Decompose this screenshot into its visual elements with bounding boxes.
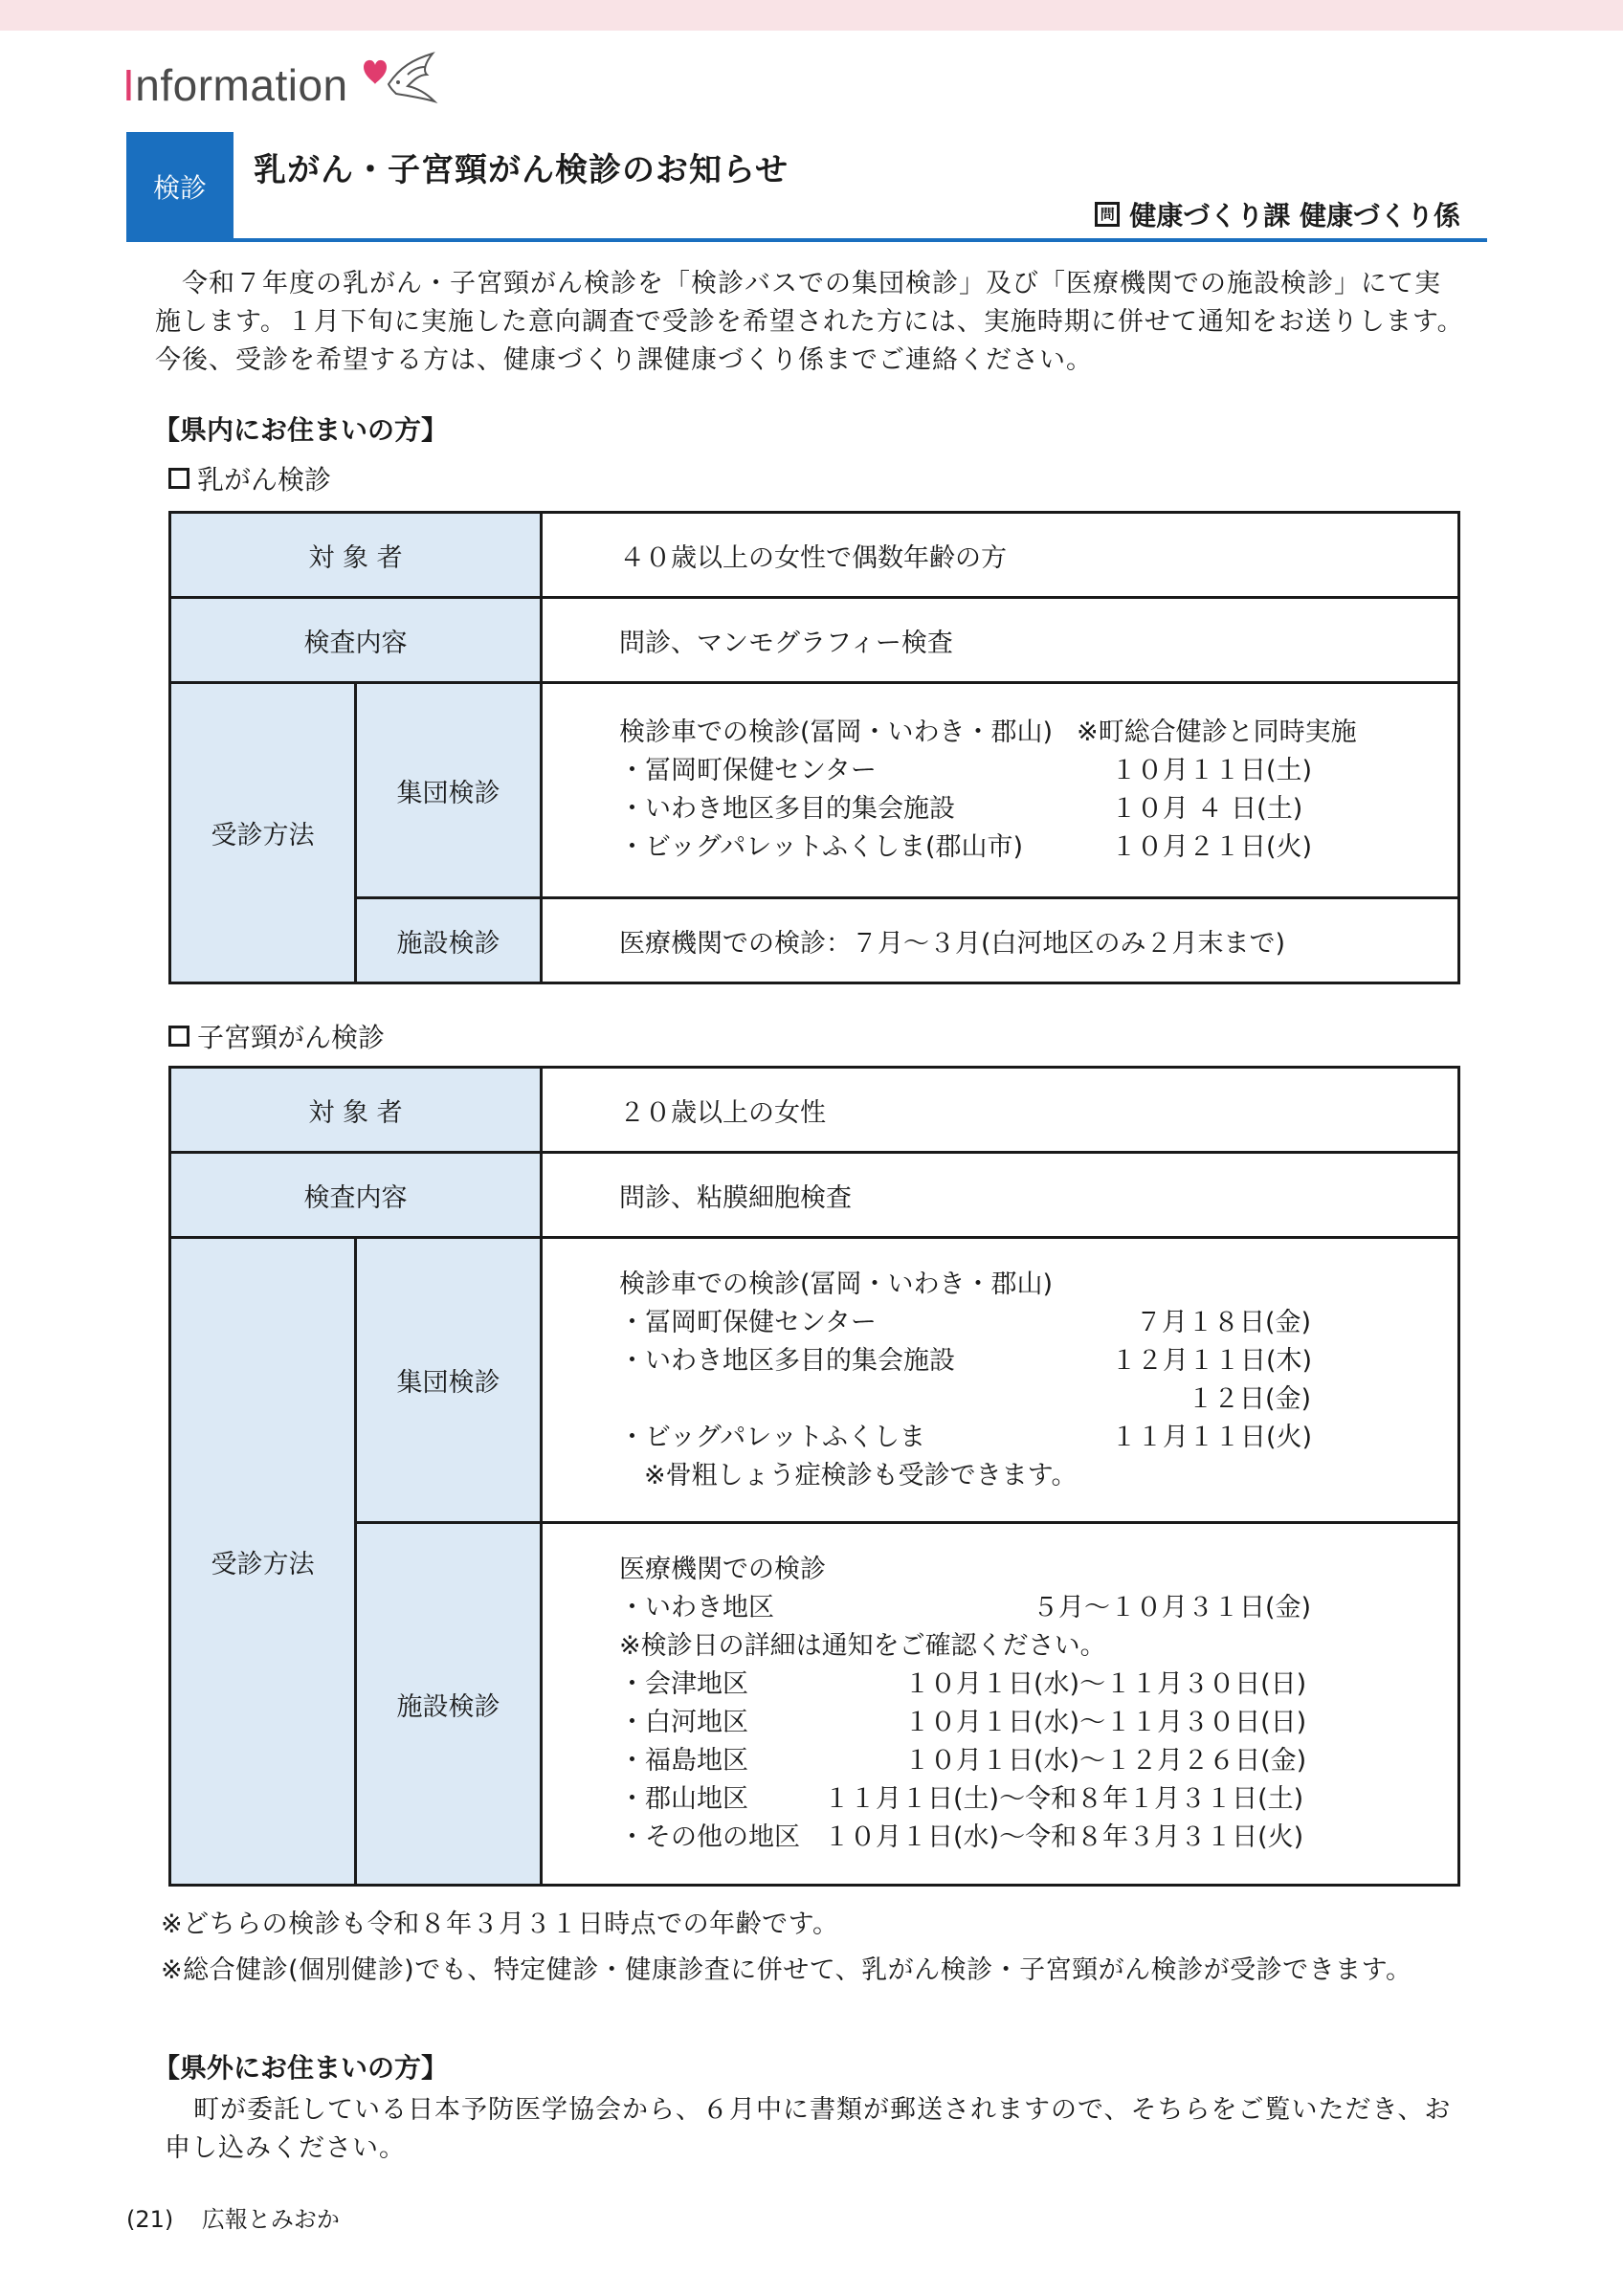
- area-date: ５月～１０月３１日(金): [1033, 1593, 1312, 1623]
- checkbox-square-icon: [168, 468, 189, 489]
- breast-heading: [168, 459, 331, 497]
- page-number: (21): [126, 2206, 174, 2233]
- facility-value: 医療機関での検診：７月～３月(白河地区のみ２月末まで): [542, 898, 1459, 983]
- category-label: 検診: [126, 132, 233, 241]
- table-row: [170, 898, 1459, 983]
- venue-date: １０月 ４ 日(土): [1111, 794, 1303, 824]
- area-date: １０月１日(水)～１１月３０日(日): [904, 1669, 1307, 1699]
- facility-label: 施設検診: [356, 898, 542, 983]
- list-item: [619, 1704, 1457, 1742]
- venue-date: １２月１１日(木): [1111, 1345, 1313, 1376]
- section-in-prefecture: 【県内にお住まいの方】: [153, 414, 449, 446]
- target-label: 対 象 者: [170, 513, 542, 598]
- list-item: [619, 1627, 1457, 1666]
- facility-label: 施設検診: [356, 1523, 542, 1886]
- list-item: [619, 1342, 1457, 1380]
- method-label: 受診方法: [170, 1238, 356, 1886]
- area-name: ・その他の地区: [619, 1822, 800, 1852]
- list-item: [619, 1457, 1457, 1495]
- list-item: [619, 1589, 1457, 1627]
- list-item: [619, 828, 1457, 867]
- area-name: ・いわき地区: [619, 1593, 774, 1623]
- area-name: ・会津地区: [619, 1669, 748, 1699]
- contact-department: [1095, 195, 1460, 233]
- area-name: ・郡山地区: [619, 1784, 748, 1814]
- list-item: [619, 1551, 1457, 1589]
- area-name: ・白河地区: [619, 1708, 748, 1737]
- publication-name: 広報とみおか: [201, 2206, 340, 2233]
- intro-paragraph: 令和７年度の乳がん・子宮頸がん検診を「検診バスでの集団検診」及び「医療機関での施設検診」にて実施します。１月下旬に実施した意向調査で受診を希望された方には、実施時期に併せて通知をお送りします。今後、受診を希望する方は、健康づくり課健康づくり係までご連絡ください。: [155, 269, 1464, 375]
- breast-table: [168, 511, 1460, 984]
- group-title: 検診車での検診(冨岡・いわき・郡山): [619, 718, 1054, 747]
- table-row: [170, 513, 1459, 598]
- list-item: [619, 1266, 1457, 1304]
- brand-rest: nformation: [135, 60, 348, 110]
- list-item: [619, 1304, 1457, 1342]
- list-item: [619, 752, 1457, 790]
- content-label: 検査内容: [170, 598, 542, 683]
- breast-heading-text: 乳がん検診: [197, 464, 332, 496]
- target-value: ４０歳以上の女性で偶数年齢の方: [542, 513, 1459, 598]
- page-title: 乳がん・子宮頸がん検診のお知らせ: [254, 151, 789, 189]
- list-item: [619, 1780, 1457, 1819]
- cervical-heading: [168, 1017, 385, 1055]
- target-label: 対 象 者: [170, 1068, 542, 1153]
- venue-name: ・ビッグパレットふくしま: [619, 1422, 925, 1452]
- venue-date: １１月１１日(火): [1111, 1422, 1313, 1452]
- page-footer: [126, 2200, 340, 2234]
- brand-initial: I: [122, 60, 136, 110]
- cervical-heading-text: 子宮頸がん検診: [197, 1022, 386, 1053]
- brand-header: [122, 50, 442, 110]
- group-note: ※町総合健診と同時実施: [1077, 718, 1357, 747]
- brand-title: [122, 60, 348, 110]
- venue-name: ・ビッグパレットふくしま(郡山市): [619, 832, 1024, 862]
- top-band: [0, 0, 1623, 31]
- contact-text: 健康づくり課 健康づくり係: [1129, 200, 1460, 232]
- list-item: [619, 1742, 1457, 1780]
- table-row: [170, 1238, 1459, 1523]
- content-value: 問診、粘膜細胞検査: [542, 1153, 1459, 1238]
- group-detail: [542, 1238, 1459, 1523]
- area-date: １０月１日(水)～令和８年３月３１日(火): [824, 1822, 1304, 1852]
- area-date: １１月１日(土)～令和８年１月３１日(土): [824, 1784, 1304, 1814]
- venue-date: １０月２１日(火): [1111, 832, 1313, 862]
- list-item: [619, 790, 1457, 828]
- target-value: ２０歳以上の女性: [542, 1068, 1459, 1153]
- cervical-table: [168, 1066, 1460, 1887]
- venue-name: [619, 1380, 1188, 1419]
- group-note: ※骨粗しょう症検診も受診できます。: [644, 1460, 1078, 1490]
- table-row: [170, 1068, 1459, 1153]
- group-title: 検診車での検診(冨岡・いわき・郡山): [619, 1269, 1054, 1299]
- table-row: [170, 598, 1459, 683]
- venue-name: ・いわき地区多目的集会施設: [619, 794, 955, 824]
- list-item: [619, 1819, 1457, 1857]
- method-label: 受診方法: [170, 683, 356, 983]
- group-detail: [542, 683, 1459, 898]
- group-label: 集団検診: [356, 683, 542, 898]
- content-label: 検査内容: [170, 1153, 542, 1238]
- list-item: [619, 1380, 1457, 1419]
- venue-date: ７月１８日(金): [1136, 1307, 1312, 1337]
- facility-title: 医療機関での検診: [619, 1555, 826, 1584]
- list-item: [619, 1419, 1457, 1457]
- table-row: [170, 1153, 1459, 1238]
- note-general-checkup: ※総合健診(個別健診)でも、特定健診・健康診査に併せて、乳がん検診・子宮頸がん検診が受診できます。: [161, 1955, 1412, 1985]
- list-item: [619, 714, 1457, 752]
- area-date: １０月１日(水)～１２月２６日(金): [904, 1746, 1307, 1776]
- section-out-of-prefecture: 【県外にお住まいの方】: [153, 2052, 449, 2084]
- area-date: １０月１日(水)～１１月３０日(日): [904, 1708, 1307, 1737]
- outro-paragraph: 町が委託している日本予防医学協会から、６月中に書類が郵送されますので、そちらをご覧いただき、お申し込みください。: [165, 2095, 1452, 2163]
- facility-note: ※検診日の詳細は通知をご確認ください。: [619, 1631, 1106, 1661]
- venue-date: １０月１１日(土): [1111, 756, 1313, 785]
- facility-detail: [542, 1523, 1459, 1886]
- venue-name: ・冨岡町保健センター: [619, 1307, 877, 1337]
- venue-date: １２日(金): [1188, 1383, 1312, 1414]
- note-age: ※どちらの検診も令和８年３月３１日時点での年齢です。: [161, 1910, 839, 1939]
- venue-name: ・いわき地区多目的集会施設: [619, 1345, 955, 1376]
- group-label: 集団検診: [356, 1238, 542, 1523]
- bird-heart-icon: [350, 46, 442, 107]
- content-value: 問診、マンモグラフィー検査: [542, 598, 1459, 683]
- heading-rule: [126, 238, 1487, 242]
- checkbox-square-icon: [168, 1026, 189, 1047]
- inquiry-icon: 問: [1095, 202, 1120, 227]
- table-row: [170, 1523, 1459, 1886]
- area-name: ・福島地区: [619, 1746, 748, 1776]
- table-row: [170, 683, 1459, 898]
- list-item: [619, 1666, 1457, 1704]
- venue-name: ・冨岡町保健センター: [619, 756, 877, 785]
